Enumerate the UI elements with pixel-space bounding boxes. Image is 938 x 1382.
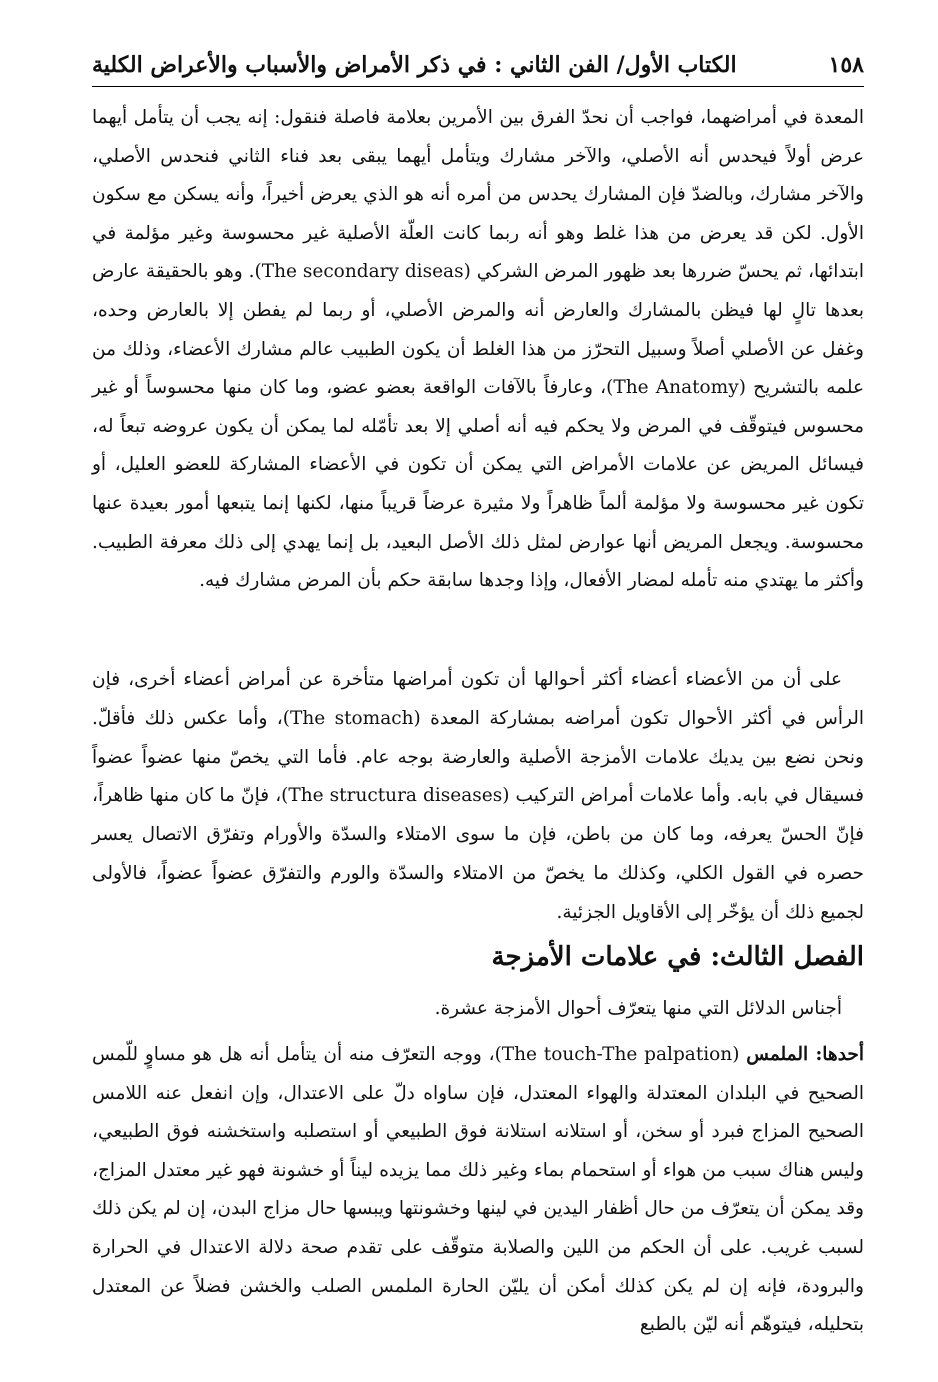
section-intro	[92, 990, 864, 1028]
body-paragraph-2	[92, 661, 864, 933]
paragraph-body: (The touch-The palpation)، ووجه التعرّف منه أن يتأمل أنه هل هو مساوٍ للّمس الصحيح في البلدان المعتدلة والهواء المعتدل، فإن ساواه دلّ على الاعتدال، وإن انفعل عنه اللامس الصحيح المزاج فبرد أو سخن، أو استلانه استلانة فوق الطبيعي أو استصلبه واستخشنه فوق الطبيعي، وليس هناك سبب من هواء أو استحمام بماء وغير ذلك مما يزيده ليناً أو خشونة فهو غير معتدل المزاج، وقد يمكن أن يتعرّف من حال أظفار اليدين في لينها وخشونتها ويبسها حال مزاج البدن، إن لم يكن ذلك لسبب غريب. على أن الحكم من اللين والصلابة متوقّف على تقدم صحة دلالة الاعتدال في الحرارة والبرودة، فإنه إن لم يكن كذلك أمكن أن يليّن الحارة الملمس الصلب والخشن فضلاً عن المعتدل بتحليله، فيتوهّم أنه ليّن بالطبع	[92, 1044, 864, 1336]
body-paragraph-1	[92, 99, 864, 601]
page-header	[92, 28, 864, 80]
body-paragraph-3	[92, 1036, 864, 1345]
intro-text: أجناس الدلائل التي منها يتعرّف أحوال الأمزجة عشرة.	[434, 998, 842, 1019]
paragraph-text: المعدة في أمراضهما، فواجب أن نحدّ الفرق بين الأمرين بعلامة فاصلة فنقول: إنه يجب أن يتأمل أيهما عرض أولاً فيحدس أنه الأصلي، والآخر مشارك ويتأمل أيهما يبقى بعد فناء الثاني فنحدس الأصلي، والآخر مشارك، وبالضدّ فإن المشارك يحدس من أمره أنه هو الذي يعرض أخيراً، وأنه يسكن مع سكون الأول. لكن قد يعرض من هذا غلط وهو أنه ربما كانت العلّة الأصلية غير محسوسة وغير مؤلمة في ابتدائها، ثم يحسّ ضررها بعد ظهور المرض الشركي (The secondary diseas). وهو بالحقيقة عارض بعدها تالٍ لها فيظن بالمشارك والعارض أنه والمرض الأصلي، أو ربما لم يفطن إلا بالعارض وحده، وغفل عن الأصلي أصلاً وسبيل التحرّز من هذا الغلط أن يكون الطبيب عالم مشارك الأعضاء، وذلك من علمه بالتشريح (The Anatomy)، وعارفاً بالآفات الواقعة بعضو عضو، وما كان منها محسوساً أو غير محسوس فيتوقّف في المرض ولا يحكم فيه أنه أصلي إلا بعد تأمّله لما يمكن أن يكون عروضه تبعاً له، فيسائل المريض عن علامات الأمراض التي يمكن أن تكون في الأعضاء المشاركة للعضو العليل، أو تكون غير محسوسة ولا مؤلمة ألماً ظاهراً ولا مثيرة عرضاً قريباً منها، لكنها إنما يتبعها أمور بعيدة عنها محسوسة. ويجعل المريض أنها عوارض لمثل ذلك الأصل البعيد، بل إنما يهدي إلى ذلك معرفة الطبيب. وأكثر ما يهتدي منه تأمله لمضار الأفعال، وإذا وجدها سابقة حكم بأن المرض مشارك فيه.	[92, 107, 865, 592]
lead-term: أحدها: الملمس	[746, 1044, 864, 1065]
page-number: ١٥٨	[828, 52, 864, 78]
paragraph-text: على أن من الأعضاء أعضاء أكثر أحوالها أن تكون أمراضها متأخرة عن أمراض أعضاء أخرى، فإن الرأس في أكثر الأحوال تكون أمراضه بمشاركة المعدة (The stomach)، وأما عكس ذلك فأقلّ. ونحن نضع بين يديك علامات الأمزجة الأصلية والعارضة بوجه عام. فأما التي يخصّ منها عضواً عضواً فسيقال في بابه. وأما علامات أمراض التركيب (The structura diseases)، فإنّ ما كان منها ظاهراً، فإنّ الحسّ يعرفه، وما كان من باطن، فإن ما سوى الامتلاء والسدّة والأورام وتفرّق الاتصال يعسر حصره في القول الكلي، وكذلك ما يخصّ من الامتلاء والسدّة والورم والتفرّق عضواً عضواً، فالأولى لجميع ذلك أن يؤخّر إلى الأقاويل الجزئية.	[92, 669, 864, 923]
paragraph-text	[92, 1036, 864, 1345]
running-title: الكتاب الأول/ الفن الثاني : في ذكر الأمراض والأسباب والأعراض الكلية	[92, 52, 737, 78]
header-rule	[92, 86, 864, 87]
section-heading: الفصل الثالث: في علامات الأمزجة	[491, 942, 864, 972]
